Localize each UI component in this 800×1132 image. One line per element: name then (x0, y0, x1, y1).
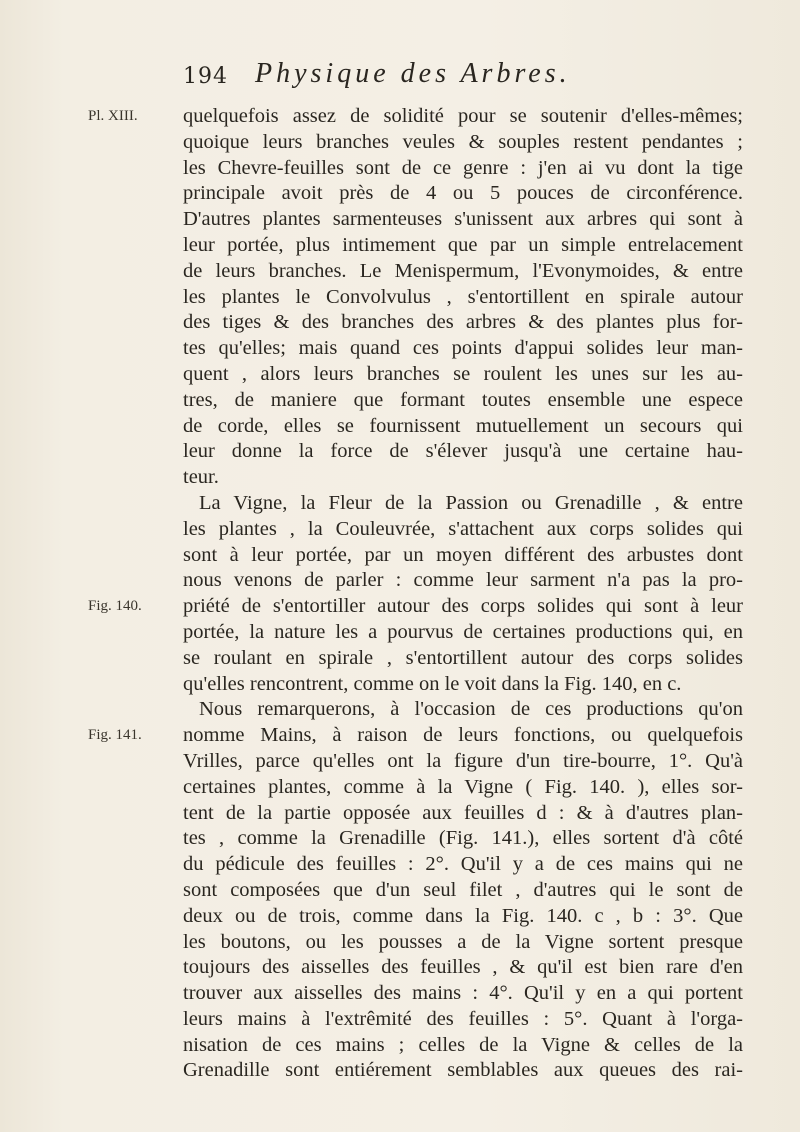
text-line: certaines plantes, comme à la Vigne ( Fig. 140. ), elles sor- (183, 775, 743, 798)
text-line: principale avoit près de 4 ou 5 pouces de circonférence. (183, 182, 743, 205)
text-line: nous venons de parler : comme leur sarment n'a pas la pro- (183, 569, 743, 592)
text-line: quent , alors leurs branches se roulent les unes sur les au- (183, 362, 743, 385)
text-line: les plantes , la Couleuvrée, s'attachent aux corps solides qui (183, 517, 743, 540)
text-line: sont à leur portée, par un moyen différent des arbustes dont (183, 543, 743, 566)
text-line: leur portée, plus intimement que par un simple entrelacement (183, 233, 743, 256)
text-line: D'autres plantes sarmenteuses s'unissent aux arbres qui sont à (183, 208, 743, 231)
text-line: toujours des aisselles des feuilles , & qu'il est bien rare d'en (183, 956, 743, 979)
text-line: nisation de ces mains ; celles de la Vigne & celles de la (183, 1033, 743, 1056)
margin-note: Fig. 140. (88, 598, 142, 615)
text-line: deux ou de trois, comme dans la Fig. 140. c , b : 3°. Que (183, 904, 743, 927)
text-line: tes qu'elles; mais quand ces points d'appui solides leur man- (183, 337, 743, 360)
text-line: priété de s'entortiller autour des corps solides qui sont à leur (183, 595, 743, 618)
text-line: de leurs branches. Le Menispermum, l'Evonymoides, & entre (183, 259, 743, 282)
margin-note: Pl. XIII. (88, 108, 138, 124)
page-header (0, 58, 800, 98)
text-line: quelquefois assez de solidité pour se soutenir d'elles-mêmes; (183, 105, 743, 127)
text-line: trouver aux aisselles des mains : 4°. Qu'il y en a qui portent (183, 982, 743, 1005)
text-line: les plantes le Convolvulus , s'entortillent en spirale autour (183, 285, 743, 308)
page-number: 194 (183, 64, 228, 89)
text-line: Vrilles, parce qu'elles ont la figure d'un tire-bourre, 1°. Qu'à (183, 749, 743, 772)
text-line: Grenadille sont entiérement semblables aux queues des rai- (183, 1059, 743, 1082)
text-line: tes , comme la Grenadille (Fig. 141.), elles sortent d'à côté (183, 827, 743, 850)
margin-note: Fig. 141. (88, 727, 142, 744)
text-line: de corde, elles se fournissent mutuellement un secours qui (183, 414, 743, 437)
text-line: qu'elles rencontrent, comme on le voit dans la Fig. 140, en c. (183, 672, 682, 695)
text-line: des tiges & des branches des arbres & des plantes plus for- (183, 311, 743, 334)
text-line: tres, de maniere que formant toutes ensemble une espece (183, 388, 743, 411)
text-line: portée, la nature les a pourvus de certaines productions qui, en (183, 620, 743, 643)
running-title: Physique des Arbres. (255, 58, 571, 89)
text-line: sont composées que d'un seul filet , d'autres qui le sont de (183, 878, 743, 901)
text-line: du pédicule des feuilles : 2°. Qu'il y a de ces mains qui ne (183, 853, 743, 876)
text-line: leurs mains à l'extrêmité des feuilles : 5°. Quant à l'orga- (183, 1007, 743, 1030)
text-line: leur donne la force de s'élever jusqu'à une certaine hau- (183, 440, 743, 463)
body-text (183, 104, 743, 1084)
text-line: les Chevre-feuilles sont de ce genre : j'en ai vu dont la tige (183, 156, 743, 179)
text-line: se roulant en spirale , s'entortillent autour des corps solides (183, 646, 743, 669)
text-line: tent de la partie opposée aux feuilles d : & à d'autres plan- (183, 801, 743, 824)
text-line: les boutons, ou les pousses a de la Vigne sortent presque (183, 930, 743, 953)
text-line: nomme Mains, à raison de leurs fonctions, ou quelquefois (183, 724, 743, 747)
text-line: teur. (183, 466, 219, 489)
text-line: Nous remarquerons, à l'occasion de ces productions qu'on (199, 698, 743, 721)
text-line: quoique leurs branches veules & souples restent pendantes ; (183, 130, 743, 153)
text-line: La Vigne, la Fleur de la Passion ou Grenadille , & entre (199, 491, 743, 514)
